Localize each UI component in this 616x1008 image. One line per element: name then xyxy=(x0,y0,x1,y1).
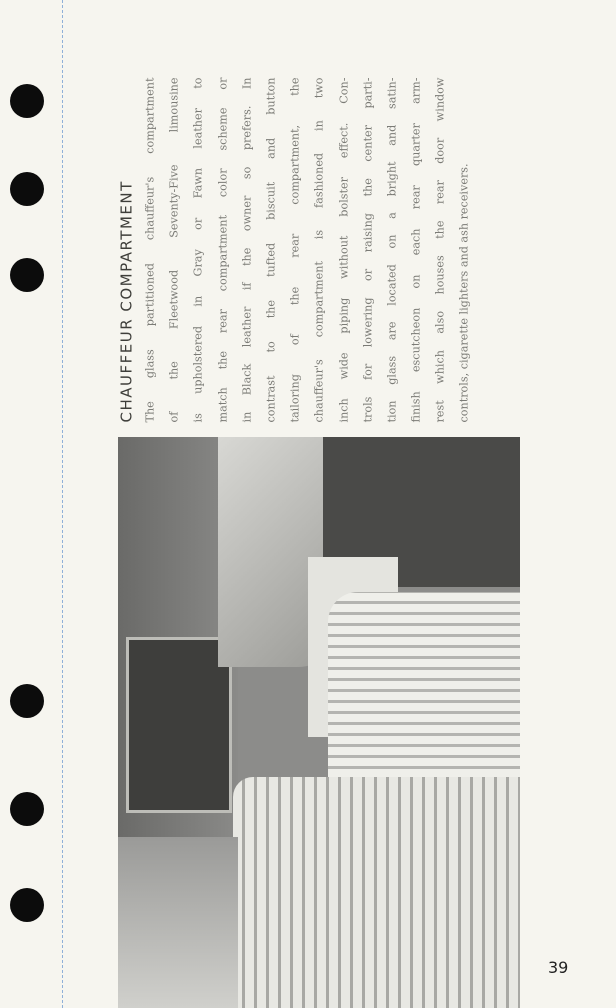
body-line: contrast to the tufted biscuit and button xyxy=(264,77,278,423)
front-seat-cushion xyxy=(233,777,520,1008)
binder-hole xyxy=(10,792,44,826)
body-line: The glass partitioned chauffeur's compartment xyxy=(143,77,157,423)
body-line: tion glass are located on a bright and satin- xyxy=(385,77,399,423)
body-line: rest which also houses the rear door window xyxy=(433,77,447,423)
binder-hole xyxy=(10,684,44,718)
section-heading: CHAUFFEUR COMPARTMENT xyxy=(117,180,136,423)
door-window xyxy=(126,637,232,813)
body-line: of the Fleetwood Seventy-Five limousine xyxy=(167,77,181,423)
binder-hole xyxy=(10,258,44,292)
body-line: in Black leather if the owner so prefers. In xyxy=(240,77,254,423)
body-line: finish escutcheon on each rear quarter arm- xyxy=(409,77,423,423)
body-line: inch wide piping without bolster effect. Con- xyxy=(337,77,350,423)
body-line: match the rear compartment color scheme or xyxy=(216,77,230,423)
page-number: 39 xyxy=(548,958,569,977)
binder-perforation-line xyxy=(62,0,63,1008)
body-line: tailoring of the rear compartment, the xyxy=(288,77,302,423)
body-line: trols for lowering or raising the center parti- xyxy=(361,77,375,423)
chauffeur-compartment-photo xyxy=(118,437,520,1008)
binder-hole xyxy=(10,888,44,922)
binder-hole xyxy=(10,172,44,206)
body-line: chauffeur's compartment is fashioned in two xyxy=(312,77,326,423)
article-text xyxy=(115,77,471,423)
body-line: controls, cigarette lighters and ash receivers. xyxy=(457,163,471,423)
floor xyxy=(118,837,238,1008)
binder-hole xyxy=(10,84,44,118)
body-line: is upholstered in Gray or Fawn leather to xyxy=(191,77,205,423)
